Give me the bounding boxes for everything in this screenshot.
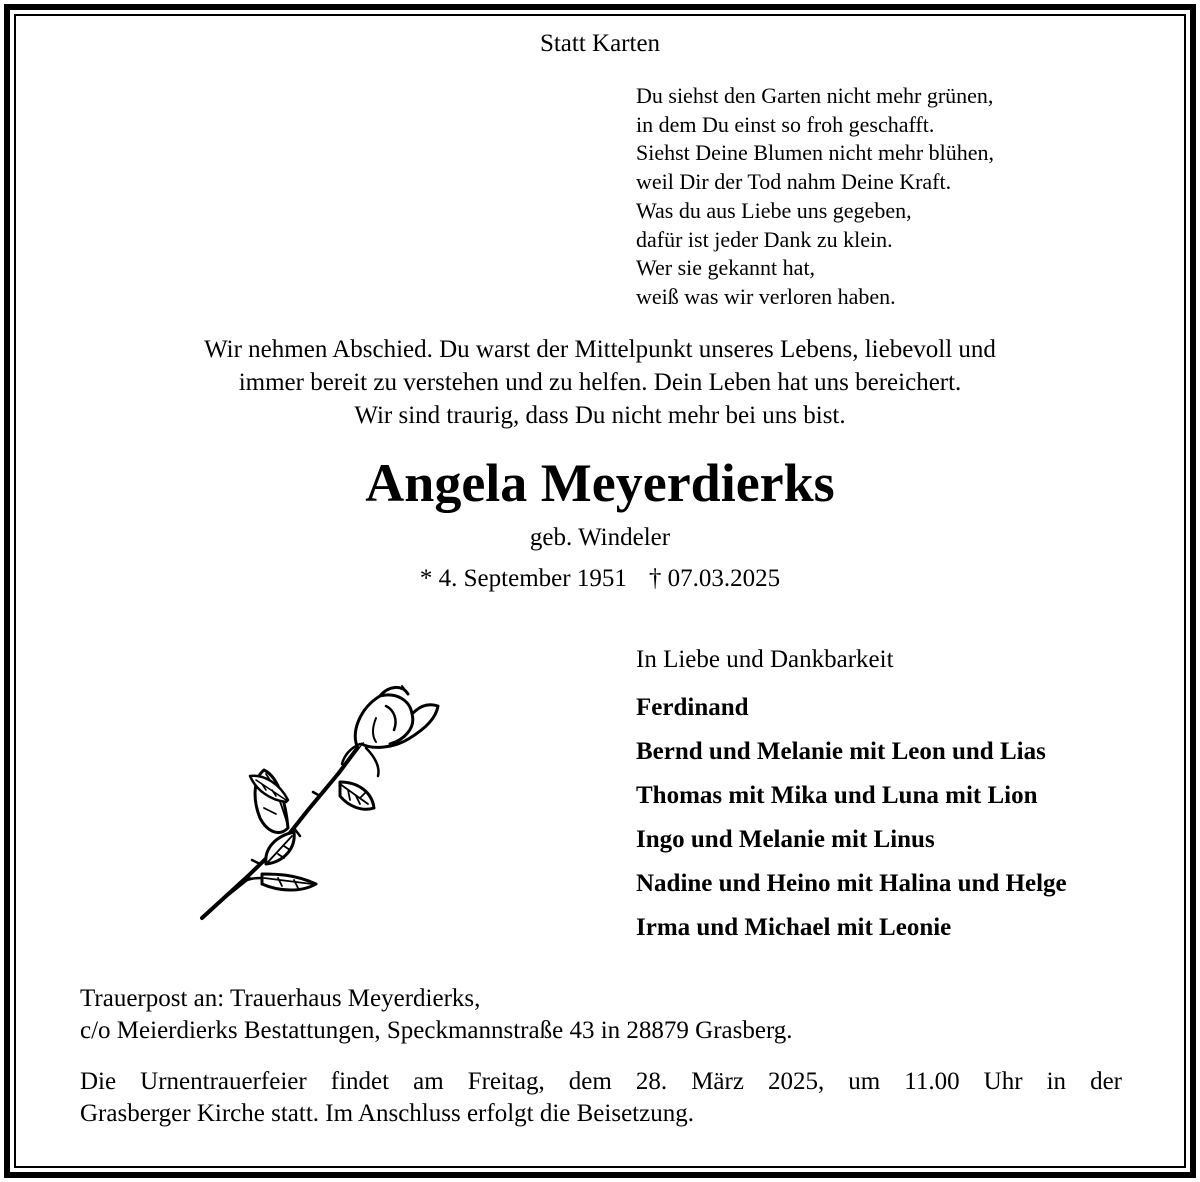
mourner-entry: Bernd und Melanie mit Leon und Lias — [636, 738, 1046, 765]
farewell-text — [0, 333, 1200, 432]
poem — [636, 82, 994, 312]
mourner-entry: Irma und Michael mit Leonie — [636, 914, 952, 941]
mourners-list — [636, 686, 1067, 950]
correspondence-address — [80, 983, 793, 1047]
farewell-line: Wir nehmen Abschied. Du warst der Mittelpunkt unseres Lebens, liebevoll und — [204, 336, 996, 363]
statt-karten-heading: Statt Karten — [539, 30, 661, 57]
deceased-name: Angela Meyerdierks — [365, 453, 835, 513]
poem-line: weil Dir der Tod nahm Deine Kraft. — [636, 169, 952, 195]
poem-line: dafür ist jeder Dank zu klein. — [636, 226, 893, 252]
death-date: † 07.03.2025 — [648, 565, 781, 592]
mourner-entry: Nadine und Heino mit Halina und Helge — [636, 870, 1067, 897]
poem-line: Du siehst den Garten nicht mehr grünen, — [636, 83, 994, 108]
poem-line: Wer sie gekannt hat, — [636, 255, 816, 281]
address-line: c/o Meierdierks Bestattungen, Speckmannstraße 43 in 28879 Grasberg. — [80, 1017, 793, 1044]
birth-date: * 4. September 1951 — [419, 565, 627, 592]
farewell-line: immer bereit zu verstehen und zu helfen. Dein Leben hat uns bereichert. — [238, 369, 962, 396]
funeral-line: Die Urnentrauerfeier findet am Freitag, dem 28. März 2025, um 11.00 Uhr in der — [80, 1068, 1122, 1095]
farewell-line: Wir sind traurig, dass Du nicht mehr bei uns bist. — [354, 402, 846, 429]
poem-line: weiß was wir verloren haben. — [636, 283, 896, 309]
poem-line: Siehst Deine Blumen nicht mehr blühen, — [636, 140, 995, 166]
mourner-entry: Thomas mit Mika und Luna mit Lion — [636, 782, 1038, 809]
mourner-entry: Ingo und Melanie mit Linus — [636, 826, 935, 853]
poem-line: in dem Du einst so froh geschafft. — [636, 111, 935, 137]
funeral-notice — [80, 1066, 1122, 1130]
poem-line: Was du aus Liebe uns gegeben, — [636, 197, 912, 223]
life-dates — [0, 565, 1200, 593]
funeral-line: Grasberger Kirche statt. Im Anschluss erfolgt die Beisetzung. — [80, 1100, 694, 1127]
address-line: Trauerpost an: Trauerhaus Meyerdierks, — [80, 985, 481, 1012]
rose-icon — [190, 678, 450, 923]
mourner-entry: Ferdinand — [636, 694, 749, 721]
maiden-name: geb. Windeler — [529, 524, 671, 551]
mourners-heading: In Liebe und Dankbarkeit — [636, 646, 894, 673]
